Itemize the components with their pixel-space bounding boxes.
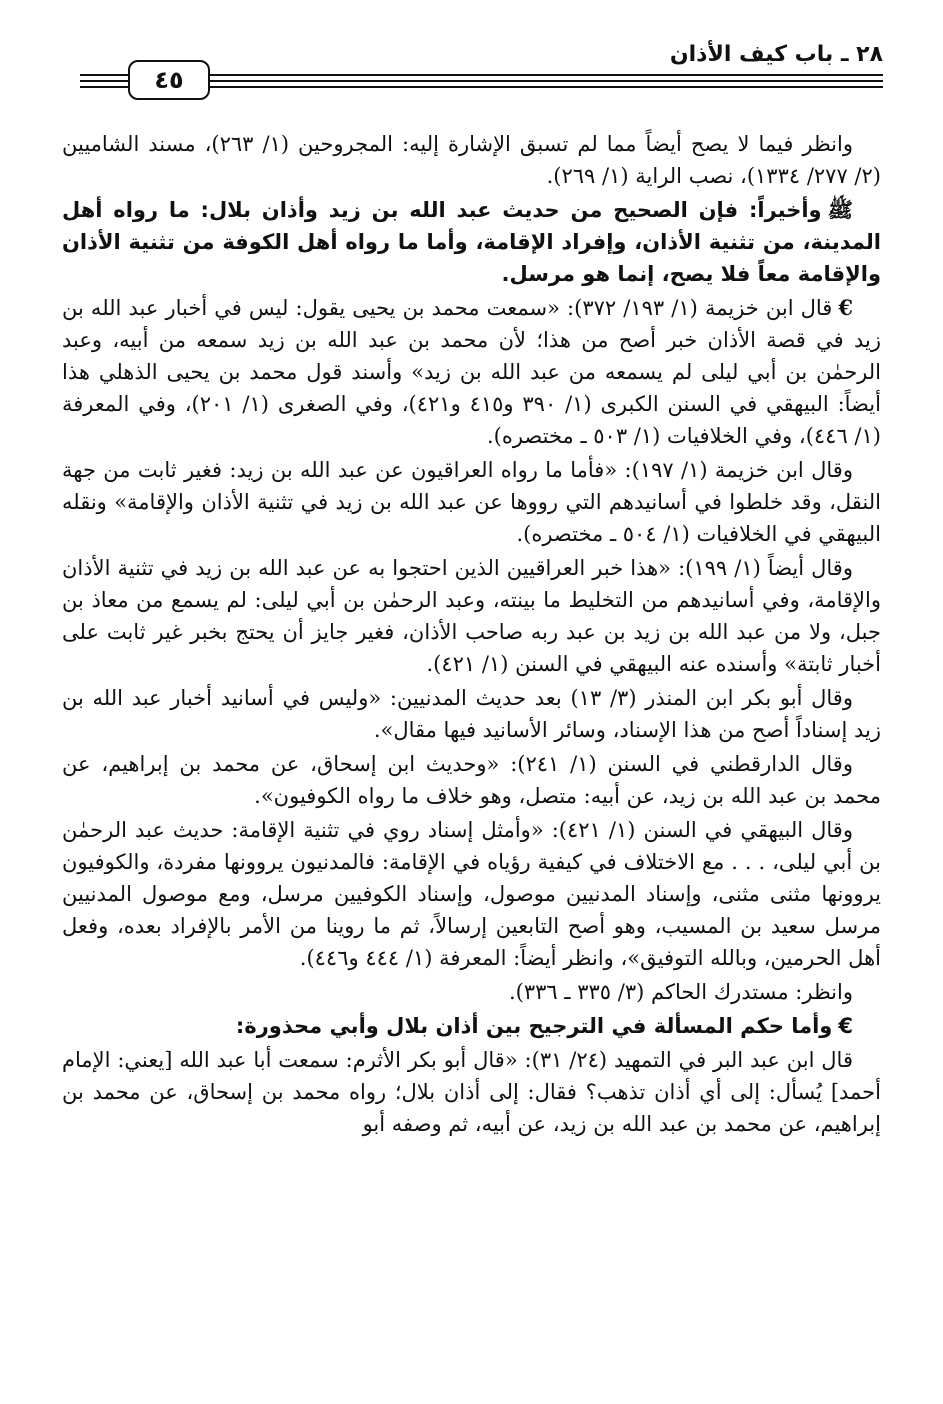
paragraph: وانظر فيما لا يصح أيضاً مما لم تسبق الإشارة إليه: المجروحين (١/ ٢٦٣)، مسند الشاميين (٢/ ٢٧٧/ ١٣٣٤)، نصب الراية (١/ ٢٦٩). <box>62 132 881 188</box>
paragraph: وقال أبو بكر ابن المنذر (٣/ ١٣) بعد حديث المدنيين: «وليس في أسانيد أخبار عبد الله بن زيد إسناداً أصح من هذا الإسناد، وسائر الأسانيد فيها مقال». <box>62 686 881 742</box>
paragraph-marker: € <box>838 295 853 320</box>
page-number: ٤٥ <box>128 60 210 100</box>
paragraph-marker: € <box>838 1014 853 1038</box>
paragraph-bold: €وأما حكم المسألة في الترجيح بين أذان بلال وأبي محذورة: <box>235 1014 853 1038</box>
paragraph-marker: ﷺ <box>827 198 853 222</box>
paragraph: وانظر: مستدرك الحاكم (٣/ ٣٣٥ ـ ٣٣٦). <box>508 980 853 1004</box>
page-header <box>80 42 883 94</box>
paragraph: وقال الدارقطني في السنن (١/ ٢٤١): «وحديث ابن إسحاق، عن محمد بن إبراهيم، عن محمد بن عبد الله بن زيد، عن أبيه: متصل، وهو خلاف ما رواه الكوفيون». <box>62 752 881 808</box>
paragraph: وقال ابن خزيمة (١/ ١٩٧): «فأما ما رواه العراقيون عن عبد الله بن زيد: فغير ثابت من جهة النقل، وقد خلطوا في أسانيدهم التي رووها عن عبد الله بن زيد في تثنية الأذان والإقامة» ونقله البيهقي في الخلافيات (١/ ٥٠٤ ـ مختصره). <box>62 458 881 546</box>
paragraph-bold: ﷺوأخيراً: فإن الصحيح من حديث عبد الله بن زيد وأذان بلال: ما رواه أهل المدينة، من تثنية الأذان، وإفراد الإقامة، وأما ما رواه أهل الكوفة من تثنية الأذان والإقامة معاً فلا يصح، إنما هو مرسل. <box>62 198 881 286</box>
paragraph: €قال ابن خزيمة (١/ ١٩٣/ ٣٧٢): «سمعت محمد بن يحيى يقول: ليس في أخبار عبد الله بن زيد في قصة الأذان خبر أصح من هذا؛ لأن محمد بن عبد الله بن زيد سمعه من أبيه، وعبد الرحمٰن بن أبي ليلى لم يسمعه من عبد الله بن زيد» وأسند قول محمد بن يحيى الذهلي هذا أيضاً: البيهقي في السنن الكبرى (١/ ٣٩٠ و٤١٥ و٤٢١)، وفي الصغرى (١/ ٢٠١)، وفي المعرفة (١/ ٤٤٦)، وفي الخلافيات (١/ ٥٠٣ ـ مختصره). <box>62 295 881 448</box>
running-head: ٢٨ ـ باب كيف الأذان <box>669 42 883 67</box>
paragraph: قال ابن عبد البر في التمهيد (٢٤/ ٣١): «قال أبو بكر الأثرم: سمعت أبا عبد الله [يعني: الإمام أحمد] يُسأل: إلى أي أذان تذهب؟ فقال: إلى أذان بلال؛ رواه محمد بن إسحاق، عن محمد بن إبراهيم، عن محمد بن عبد الله بن زيد، عن أبيه، ثم وصفه أبو <box>62 1048 881 1136</box>
paragraph: وقال أيضاً (١/ ١٩٩): «هذا خبر العراقيين الذين احتجوا به عن عبد الله بن زيد في تثنية الأذان والإقامة، وفي أسانيدهم من التخليط ما بينته، وعبد الرحمٰن بن أبي ليلى: لم يسمع من معاذ بن جبل، ولا من عبد الله بن زيد بن عبد ربه صاحب الأذان، فغير جايز أن يحتج بخبر غير ثابت على أخبار ثابتة» وأسنده عنه البيهقي في السنن (١/ ٤٢١). <box>62 556 881 676</box>
page-body <box>62 128 881 1142</box>
paragraph: وقال البيهقي في السنن (١/ ٤٢١): «وأمثل إسناد روي في تثنية الإقامة: حديث عبد الرحمٰن بن أبي ليلى، . . . مع الاختلاف في كيفية رؤياه في الإقامة: فالمدنيون يروونها مفردة، والكوفيون يروونها مثنى مثنى، وإسناد المدنيين موصول، وإسناد الكوفيين مرسل، ومع موصول المدنيين مرسل سعيد بن المسيب، وهو أصح التابعين إرسالاً، ثم ما روينا من الأمر بالإفراد بعده، وفعل أهل الحرمين، وبالله التوفيق»، وانظر أيضاً: المعرفة (١/ ٤٤٤ و٤٤٦). <box>62 818 881 970</box>
